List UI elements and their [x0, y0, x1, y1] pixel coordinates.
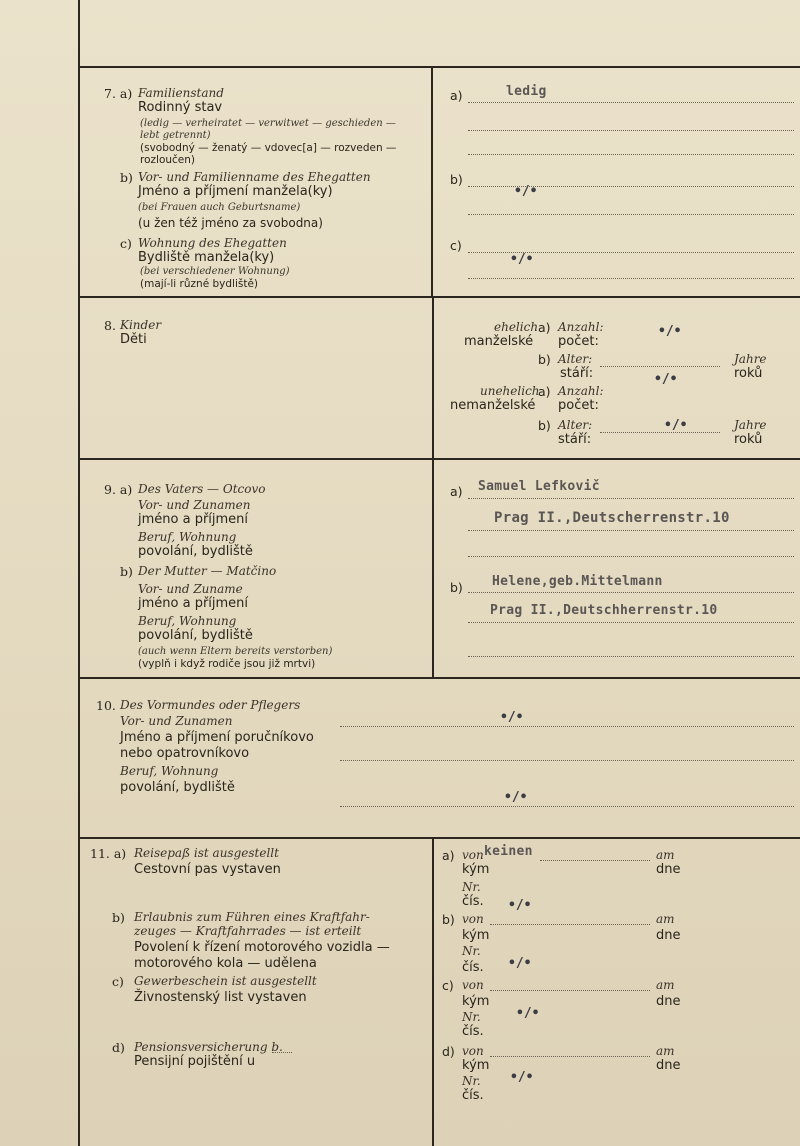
s11d-label-de: Pensionsversicherung b. [134, 1040, 283, 1054]
s11-d-kym: kým [462, 1058, 490, 1073]
s11-d-nr: Nr. [462, 1074, 481, 1088]
s9b-beruf-cz: povolání, bydliště [138, 628, 253, 643]
s9a-beruf-de: Beruf, Wohnung [138, 530, 237, 544]
s7-answer-b-mark: •/• [514, 184, 538, 199]
s11-d-dne: dne [656, 1058, 681, 1073]
row-line-10 [78, 677, 800, 679]
row-line-top [78, 66, 800, 68]
s8-mark-3: •/• [664, 418, 688, 433]
s11-c-dne: dne [656, 994, 681, 1009]
s11-c-am: am [656, 978, 675, 992]
s9a-vor-de: Vor- und Zunamen [138, 498, 251, 512]
s8-alter-de-2: Alter: [558, 418, 593, 432]
s11-c-mark: •/• [516, 1006, 540, 1021]
s8-a1: a) [538, 320, 551, 335]
s8-b1: b) [538, 352, 551, 367]
column-divider-3 [432, 460, 434, 678]
s8-jahre-de-1: Jahre [734, 352, 767, 366]
s8-b2: b) [538, 418, 551, 433]
s10-label-cz-2: nebo opatrovníkovo [120, 746, 250, 761]
s7b-label-cz: Jméno a příjmení manžela(ky) [138, 184, 333, 199]
s11-b-von: von [462, 912, 484, 926]
s11d-number: d) [112, 1040, 125, 1055]
row-line-11 [78, 837, 800, 839]
s10-label-cz-3: povolání, bydliště [120, 780, 235, 795]
s7-answer-c-mark: •/• [510, 252, 534, 267]
s7c-label-cz: Bydliště manžela(ky) [138, 250, 275, 265]
s10-number: 10. [96, 698, 116, 713]
s10-label-cz-1: Jméno a příjmení poručníkovo [120, 730, 314, 745]
s11-d-am: am [656, 1044, 675, 1058]
s7-number: 7. a) [104, 86, 133, 101]
s11-c-cis: čís. [462, 1024, 484, 1039]
s8-number: 8. [104, 318, 116, 333]
s10-label-de-1: Des Vormundes oder Pflegers [120, 698, 301, 712]
s9b-label: Der Mutter — Matčino [138, 564, 277, 578]
s11c-number: c) [112, 974, 124, 989]
s11-c-kym: kým [462, 994, 490, 1009]
s8-mark-1: •/• [658, 324, 682, 339]
s11-a-value: keinen [484, 844, 533, 859]
s7b-note-de: (bei Frauen auch Geburtsname) [138, 202, 301, 213]
s10-mark-2: •/• [504, 790, 528, 805]
s11b-label-cz-1: Povolení k řízení motorového vozidla — [134, 940, 390, 955]
s8-jahre-cz-2: roků [734, 432, 763, 447]
s9a-label: Des Vaters — Otcovo [138, 482, 266, 496]
s11b-label-cz-2: motorového kola — udělena [134, 956, 317, 971]
s8-jahre-de-2: Jahre [734, 418, 767, 432]
s9b-vor-cz: jméno a příjmení [138, 596, 249, 611]
s7a-label-de: Familienstand [138, 86, 224, 100]
s7c-note-de: (bei verschiedener Wohnung) [140, 266, 290, 277]
s11b-number: b) [112, 910, 125, 925]
s8-label-de: Kinder [120, 318, 162, 332]
column-divider-2 [432, 298, 434, 458]
s10-label-de-2: Vor- und Zunamen [120, 714, 233, 728]
s9-father-address: Prag II.,Deutscherrenstr.10 [494, 510, 730, 526]
s9a-vor-cz: jméno a příjmení [138, 512, 249, 527]
s7c-note-cz: (mají-li různé bydliště) [140, 278, 259, 290]
s11-c-nr: Nr. [462, 1010, 481, 1024]
s11a-label-de: Reisepaß ist ausgestellt [134, 846, 279, 860]
s9-answer-b-label: b) [450, 580, 463, 595]
s8-anzahl-de-2: Anzahl: [558, 384, 604, 398]
s8-alter-cz-2: stáří: [558, 432, 592, 447]
s9-answer-a-label: a) [450, 484, 463, 499]
s10-label-de-3: Beruf, Wohnung [120, 764, 219, 778]
s11-c-von: von [462, 978, 484, 992]
s8-alter-cz-1: stáří: [560, 366, 594, 381]
s11a-label-cz: Cestovní pas vystaven [134, 862, 281, 877]
s11b-label-de-1: Erlaubnis zum Führen eines Kraftfahr- [134, 910, 370, 924]
s11-answer-d-label: d) [442, 1044, 455, 1059]
s11-answer-b-label: b) [442, 912, 455, 927]
s11-b-dne: dne [656, 928, 681, 943]
s11-d-mark: •/• [510, 1070, 534, 1085]
column-divider-4 [432, 838, 434, 1146]
s9-father-name: Samuel Lefkovič [478, 479, 600, 494]
s11-a-am: am [656, 848, 675, 862]
s7c-number: c) [120, 236, 132, 251]
s9-mother-name: Helene,geb.Mittelmann [492, 574, 663, 589]
s11-answer-a-label: a) [442, 848, 455, 863]
s9-mother-address: Prag II.,Deutschherrenstr.10 [490, 603, 718, 618]
s11-a-mark: •/• [508, 898, 532, 913]
s9-note-cz: (vyplň i když rodiče jsou již mrtvi) [138, 658, 316, 670]
s11b-label-de-2: zeuges — Kraftfahrrades — ist erteilt [134, 924, 362, 938]
s9b-vor-de: Vor- und Zuname [138, 582, 243, 596]
s9-number: 9. a) [104, 482, 133, 497]
s7b-number: b) [120, 170, 133, 185]
s7a-label-cz: Rodinný stav [138, 100, 223, 115]
row-line-9 [78, 458, 800, 460]
s8-alter-de-1: Alter: [558, 352, 593, 366]
s11d-label-cz: Pensijní pojištění u [134, 1054, 256, 1069]
s7a-note-cz-1: (svobodný — ženatý — vdovec[a] — rozveden — [140, 142, 397, 154]
s7-answer-c-label: c) [450, 238, 462, 253]
s11-d-cis: čís. [462, 1088, 484, 1103]
s11-b-mark: •/• [508, 956, 532, 971]
s8-ehelich-de: ehelich [494, 320, 539, 334]
s7b-label-de: Vor- und Familienname des Ehegatten [138, 170, 371, 184]
s7-answer-a-label: a) [450, 88, 463, 103]
s7-answer-a-value: ledig [506, 84, 547, 99]
left-margin-line [78, 0, 80, 1146]
s9b-beruf-de: Beruf, Wohnung [138, 614, 237, 628]
s11-b-kym: kým [462, 928, 490, 943]
s9a-beruf-cz: povolání, bydliště [138, 544, 253, 559]
s7a-note-cz-2: rozloučen) [140, 154, 196, 166]
s11-a-kym: kým [462, 862, 490, 877]
s10-mark-1: •/• [500, 710, 524, 725]
s11c-label-cz: Živnostenský list vystaven [134, 990, 307, 1005]
s7c-label-de: Wohnung des Ehegatten [138, 236, 287, 250]
s8-label-cz: Děti [120, 332, 147, 347]
s9b-number: b) [120, 564, 133, 579]
s11-a-nr: Nr. [462, 880, 481, 894]
s8-jahre-cz-1: roků [734, 366, 763, 381]
s7b-note-cz: (u žen též jméno za svobodna) [138, 216, 323, 230]
s9-note-de: (auch wenn Eltern bereits verstorben) [138, 646, 333, 657]
s11-b-nr: Nr. [462, 944, 481, 958]
s11-number: 11. a) [90, 846, 127, 861]
s11-answer-c-label: c) [442, 978, 454, 993]
s11-b-am: am [656, 912, 675, 926]
s7a-note-de-1: (ledig — verheiratet — verwitwet — geschieden — [140, 118, 396, 129]
s8-anzahl-cz-1: počet: [558, 334, 599, 349]
s8-anzahl-cz-2: počet: [558, 398, 599, 413]
s7-answer-b-label: b) [450, 172, 463, 187]
row-line-8 [78, 296, 800, 298]
s11c-label-de: Gewerbeschein ist ausgestellt [134, 974, 317, 988]
s8-a2: a) [538, 384, 551, 399]
s11-d-von: von [462, 1044, 484, 1058]
s8-mark-2: •/• [654, 372, 678, 387]
s11-a-dne: dne [656, 862, 681, 877]
s11-a-von: von [462, 848, 484, 862]
s8-ehelich-cz: manželské [464, 334, 534, 349]
s11-a-cis: čís. [462, 894, 484, 909]
s8-unehelich-cz: nemanželské [450, 398, 536, 413]
s7a-note-de-2: lebt getrennt) [140, 130, 211, 141]
s8-unehelich-de: unehelich [480, 384, 540, 398]
s8-anzahl-de-1: Anzahl: [558, 320, 604, 334]
column-divider-1 [431, 66, 433, 296]
s11-b-cis: čís. [462, 960, 484, 975]
